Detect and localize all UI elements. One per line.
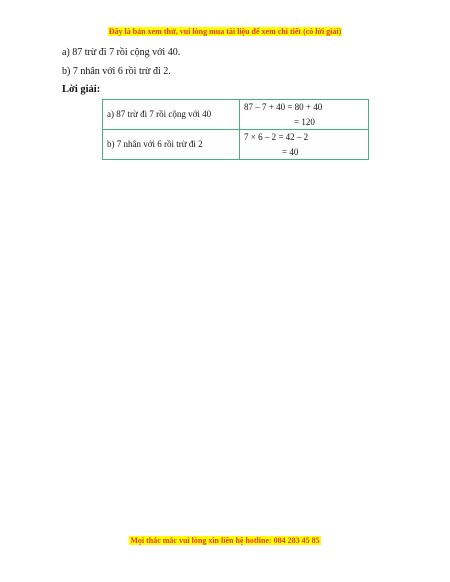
solution-heading: Lời giải: xyxy=(62,84,101,95)
question-b: b) 7 nhân với 6 rồi trừ đi 2. xyxy=(62,66,171,77)
question-a: a) 87 trừ đi 7 rồi cộng với 40. xyxy=(62,47,181,58)
hotline-banner xyxy=(0,536,450,546)
row-a-step1: 87 – 7 + 40 = 80 + 40 xyxy=(244,101,323,112)
row-a-calculation xyxy=(240,100,369,130)
row-b-calculation xyxy=(240,130,369,160)
row-b-step1: 7 × 6 – 2 = 42 – 2 xyxy=(244,131,309,142)
hotline-text: Mọi thắc mắc vui lòng xin liên hệ hotline: 084 283 45 85 xyxy=(130,536,320,545)
row-a-step2: = 120 xyxy=(294,116,315,127)
row-b-step2: = 40 xyxy=(282,146,299,157)
solution-table xyxy=(102,99,369,160)
table-row xyxy=(103,130,369,160)
preview-notice-banner xyxy=(0,27,450,37)
preview-notice-text: Đây là bản xem thử, vui lòng mua tài liệu để xem chi tiết (có lời giải) xyxy=(108,27,342,36)
row-b-description: b) 7 nhân với 6 rồi trừ đi 2 xyxy=(103,130,240,160)
row-a-description: a) 87 trừ đi 7 rồi cộng với 40 xyxy=(103,100,240,130)
table-row xyxy=(103,100,369,130)
